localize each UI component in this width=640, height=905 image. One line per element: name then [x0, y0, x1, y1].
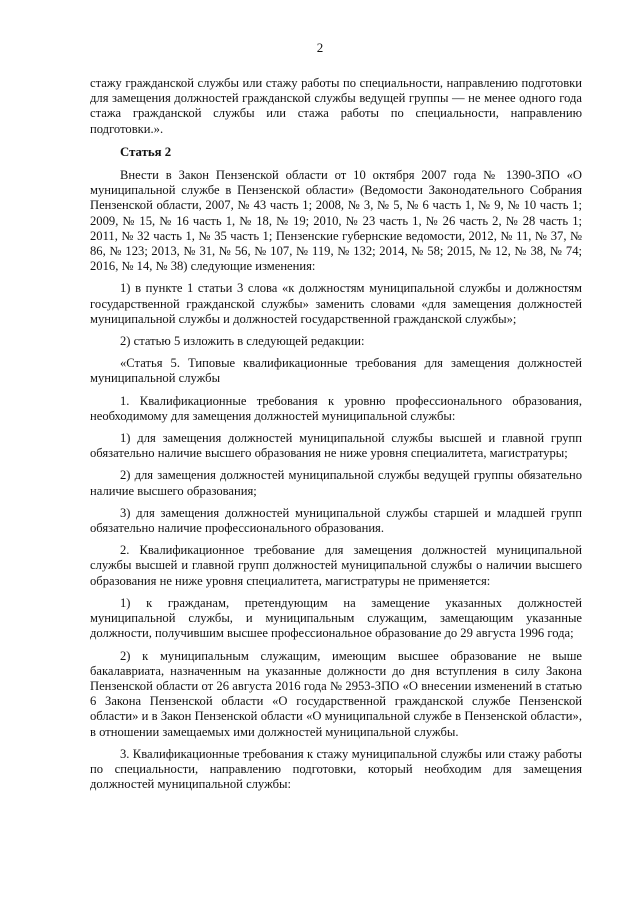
paragraph-section-1-item-2: 2) для замещения должностей муниципальной службы ведущей группы обязательно наличие высшего образования; — [90, 468, 582, 498]
article-heading: Статья 2 — [120, 144, 172, 159]
paragraph-section-1: 1. Квалификационные требования к уровню профессионального образования, необходимому для замещения должностей муниципальной службы: — [90, 393, 582, 423]
paragraph-item-1: 1) в пункте 1 статьи 3 слова «к должностям муниципальной службы и должностям государственной гражданской службы» заменить словами «для замещения должностей муниципальной службы и должностей государственной гражданской службы»; — [90, 281, 582, 326]
document-body — [90, 76, 582, 799]
page-number: 2 — [316, 40, 324, 55]
paragraph-section-2-item-1: 1) к гражданам, претендующим на замещение указанных должностей муниципальной службы, и муниципальным служащим, замещающим указанные должности, получившим высшее профессиональное образование до 29 августа 1996 года; — [90, 595, 582, 641]
paragraph-section-3: 3. Квалификационные требования к стажу муниципальной службы или стажу работы по специальности, направлению подготовки, который необходим для замещения должностей муниципальной службы: — [90, 746, 582, 792]
paragraph-amendment-intro: Внести в Закон Пензенской области от 10 октября 2007 года № 1390-ЗПО «О муниципальной службе в Пензенской области» (Ведомости Законодательного Собрания Пензенской области, 2007, № 43 часть 1; 2008, № 3, № 5, № 6 часть 1, № 9, № 10 часть 1; 2009, № 15, № 16 часть 1, № 18, № 19; 2010, № 23 часть 1, № 26 часть 2, № 28 часть 1; 2011, № 32 часть 1, № 35 часть 1; Пензенские губернские ведомости, 2012, № 11, № 37, № 86, № 123; 2013, № 31, № 56, № 107, № 119, № 132; 2014, № 58; 2015, № 12, № 38, № 74; 2016, № 14, № 38) следующие изменения: — [90, 168, 582, 274]
paragraph-continuation: стажу гражданской службы или стажу работы по специальности, направлению подготовки для замещения должностей гражданской службы ведущей группы — не менее одного года стажа гражданской службы или стажа работы по специальности, направлению подготовки.». — [90, 76, 582, 136]
paragraph-section-1-item-3: 3) для замещения должностей муниципальной службы старшей и младшей групп обязательно наличие профессионального образования. — [90, 505, 582, 536]
paragraph-item-2: 2) статью 5 изложить в следующей редакции: — [120, 334, 365, 349]
paragraph-section-2: 2. Квалификационное требование для замещения должностей муниципальной службы высшей и главной групп должностей муниципальной службы о наличии высшего образования не ниже уровня специалитета, магистратуры не применяется: — [90, 543, 582, 588]
paragraph-section-1-item-1: 1) для замещения должностей муниципальной службы высшей и главной групп обязательно наличие высшего образования не ниже уровня специалитета, магистратуры; — [90, 431, 582, 461]
paragraph-article-5-title: «Статья 5. Типовые квалификационные требования для замещения должностей муниципальной службы — [90, 356, 582, 386]
paragraph-section-2-item-2: 2) к муниципальным служащим, имеющим высшее образование не выше бакалавриата, назначенным на указанные должности до дня вступления в силу Закона Пензенской области от 26 августа 2016 года № 2953-ЗПО «О внесении изменений в статью 6 Закона Пензенской области «О государственной гражданской службе Пензенской области» и в Закон Пензенской области «О муниципальной службе в Пензенской области», в отношении замещаемых ими должностей муниципальной службы. — [90, 648, 582, 739]
